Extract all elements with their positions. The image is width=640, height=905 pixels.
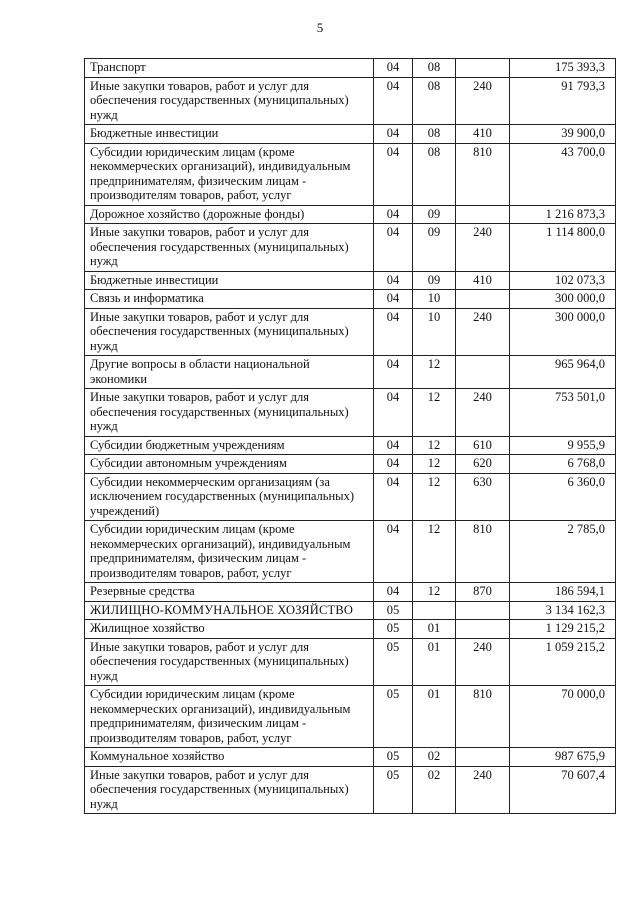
table-row (85, 224, 616, 272)
table-row (85, 271, 616, 290)
row-section-code: 05 (374, 638, 413, 686)
row-subsection-code: 08 (413, 125, 456, 144)
row-name: ЖИЛИЩНО-КОММУНАЛЬНОЕ ХОЗЯЙСТВО (85, 601, 374, 620)
row-section-code: 05 (374, 766, 413, 814)
row-subsection-code: 12 (413, 356, 456, 389)
row-name: Субсидии бюджетным учреждениям (85, 436, 374, 455)
row-expense-type-code (456, 748, 510, 767)
row-subsection-code: 08 (413, 143, 456, 205)
row-expense-type-code (456, 356, 510, 389)
table-row (85, 638, 616, 686)
row-amount: 70 607,4 (510, 766, 616, 814)
row-expense-type-code: 240 (456, 77, 510, 125)
row-name: Дорожное хозяйство (дорожные фонды) (85, 205, 374, 224)
row-amount: 300 000,0 (510, 308, 616, 356)
row-subsection-code: 12 (413, 583, 456, 602)
row-expense-type-code: 240 (456, 389, 510, 437)
row-name: Иные закупки товаров, работ и услуг для обеспечения государственных (муниципальных) нужд (85, 638, 374, 686)
row-expense-type-code: 410 (456, 125, 510, 144)
row-amount: 9 955,9 (510, 436, 616, 455)
row-name: Иные закупки товаров, работ и услуг для обеспечения государственных (муниципальных) нужд (85, 77, 374, 125)
row-amount: 987 675,9 (510, 748, 616, 767)
row-amount: 753 501,0 (510, 389, 616, 437)
table-row (85, 290, 616, 309)
row-expense-type-code: 240 (456, 766, 510, 814)
table-row (85, 356, 616, 389)
row-section-code: 05 (374, 601, 413, 620)
row-amount: 91 793,3 (510, 77, 616, 125)
row-name: Связь и информатика (85, 290, 374, 309)
row-section-code: 04 (374, 356, 413, 389)
table-row (85, 389, 616, 437)
row-subsection-code: 01 (413, 620, 456, 639)
row-section-code: 04 (374, 583, 413, 602)
table-row (85, 59, 616, 78)
table-row (85, 473, 616, 521)
row-section-code: 04 (374, 308, 413, 356)
row-name: Субсидии юридическим лицам (кроме некоммерческих организаций), индивидуальным предпринимателям, физическим лицам - производителям товаров, работ, услуг (85, 686, 374, 748)
table-row (85, 748, 616, 767)
row-subsection-code: 09 (413, 271, 456, 290)
row-subsection-code: 12 (413, 521, 456, 583)
row-name: Иные закупки товаров, работ и услуг для обеспечения государственных (муниципальных) нужд (85, 308, 374, 356)
row-subsection-code: 12 (413, 473, 456, 521)
table-row (85, 455, 616, 474)
row-expense-type-code: 810 (456, 143, 510, 205)
row-amount: 1 216 873,3 (510, 205, 616, 224)
page-number: 5 (316, 20, 324, 35)
row-name: Бюджетные инвестиции (85, 271, 374, 290)
row-subsection-code: 01 (413, 686, 456, 748)
row-subsection-code: 12 (413, 455, 456, 474)
table-row (85, 686, 616, 748)
row-subsection-code: 09 (413, 224, 456, 272)
budget-table-body (85, 59, 616, 814)
row-section-code: 04 (374, 389, 413, 437)
row-section-code: 04 (374, 271, 413, 290)
row-name: Иные закупки товаров, работ и услуг для обеспечения государственных (муниципальных) нужд (85, 389, 374, 437)
row-section-code: 04 (374, 205, 413, 224)
row-amount: 3 134 162,3 (510, 601, 616, 620)
row-subsection-code: 02 (413, 748, 456, 767)
row-section-code: 05 (374, 748, 413, 767)
row-section-code: 04 (374, 455, 413, 474)
row-expense-type-code (456, 601, 510, 620)
row-section-code: 04 (374, 59, 413, 78)
row-amount: 70 000,0 (510, 686, 616, 748)
table-row (85, 521, 616, 583)
table-row (85, 143, 616, 205)
row-expense-type-code: 410 (456, 271, 510, 290)
budget-table (84, 58, 616, 814)
row-section-code: 04 (374, 473, 413, 521)
row-expense-type-code: 810 (456, 521, 510, 583)
row-amount: 6 360,0 (510, 473, 616, 521)
row-section-code: 04 (374, 125, 413, 144)
row-section-code: 04 (374, 77, 413, 125)
row-amount: 102 073,3 (510, 271, 616, 290)
table-row (85, 766, 616, 814)
row-amount: 186 594,1 (510, 583, 616, 602)
table-row (85, 583, 616, 602)
row-expense-type-code (456, 620, 510, 639)
row-amount: 1 114 800,0 (510, 224, 616, 272)
row-expense-type-code: 610 (456, 436, 510, 455)
row-section-code: 04 (374, 290, 413, 309)
row-amount: 965 964,0 (510, 356, 616, 389)
table-row (85, 77, 616, 125)
table-row (85, 125, 616, 144)
row-amount: 1 129 215,2 (510, 620, 616, 639)
row-name: Коммунальное хозяйство (85, 748, 374, 767)
table-row (85, 620, 616, 639)
row-subsection-code: 12 (413, 389, 456, 437)
row-name: Бюджетные инвестиции (85, 125, 374, 144)
table-row (85, 308, 616, 356)
row-amount: 1 059 215,2 (510, 638, 616, 686)
row-name: Субсидии автономным учреждениям (85, 455, 374, 474)
row-subsection-code: 08 (413, 59, 456, 78)
row-subsection-code (413, 601, 456, 620)
row-section-code: 04 (374, 521, 413, 583)
row-expense-type-code (456, 59, 510, 78)
row-name: Субсидии некоммерческим организациям (за исключением государственных (муниципальных) учреждений) (85, 473, 374, 521)
row-section-code: 04 (374, 143, 413, 205)
row-expense-type-code: 240 (456, 224, 510, 272)
row-amount: 2 785,0 (510, 521, 616, 583)
row-expense-type-code: 620 (456, 455, 510, 474)
row-expense-type-code (456, 205, 510, 224)
row-expense-type-code: 810 (456, 686, 510, 748)
row-amount: 43 700,0 (510, 143, 616, 205)
row-amount: 175 393,3 (510, 59, 616, 78)
row-section-code: 05 (374, 620, 413, 639)
row-name: Резервные средства (85, 583, 374, 602)
row-subsection-code: 01 (413, 638, 456, 686)
row-subsection-code: 02 (413, 766, 456, 814)
row-expense-type-code: 240 (456, 638, 510, 686)
row-amount: 39 900,0 (510, 125, 616, 144)
row-amount: 6 768,0 (510, 455, 616, 474)
row-expense-type-code: 870 (456, 583, 510, 602)
row-expense-type-code (456, 290, 510, 309)
row-name: Транспорт (85, 59, 374, 78)
row-subsection-code: 09 (413, 205, 456, 224)
row-name: Другие вопросы в области национальной экономики (85, 356, 374, 389)
row-name: Иные закупки товаров, работ и услуг для обеспечения государственных (муниципальных) нужд (85, 766, 374, 814)
row-section-code: 04 (374, 224, 413, 272)
row-name: Жилищное хозяйство (85, 620, 374, 639)
row-subsection-code: 08 (413, 77, 456, 125)
row-subsection-code: 10 (413, 290, 456, 309)
row-subsection-code: 12 (413, 436, 456, 455)
row-expense-type-code: 240 (456, 308, 510, 356)
row-section-code: 05 (374, 686, 413, 748)
row-amount: 300 000,0 (510, 290, 616, 309)
row-section-code: 04 (374, 436, 413, 455)
table-row (85, 436, 616, 455)
row-name: Субсидии юридическим лицам (кроме некоммерческих организаций), индивидуальным предпринимателям, физическим лицам - производителям товаров, работ, услуг (85, 521, 374, 583)
row-expense-type-code: 630 (456, 473, 510, 521)
row-name: Иные закупки товаров, работ и услуг для обеспечения государственных (муниципальных) нужд (85, 224, 374, 272)
row-subsection-code: 10 (413, 308, 456, 356)
row-name: Субсидии юридическим лицам (кроме некоммерческих организаций), индивидуальным предпринимателям, физическим лицам - производителям товаров, работ, услуг (85, 143, 374, 205)
table-row (85, 601, 616, 620)
table-row (85, 205, 616, 224)
